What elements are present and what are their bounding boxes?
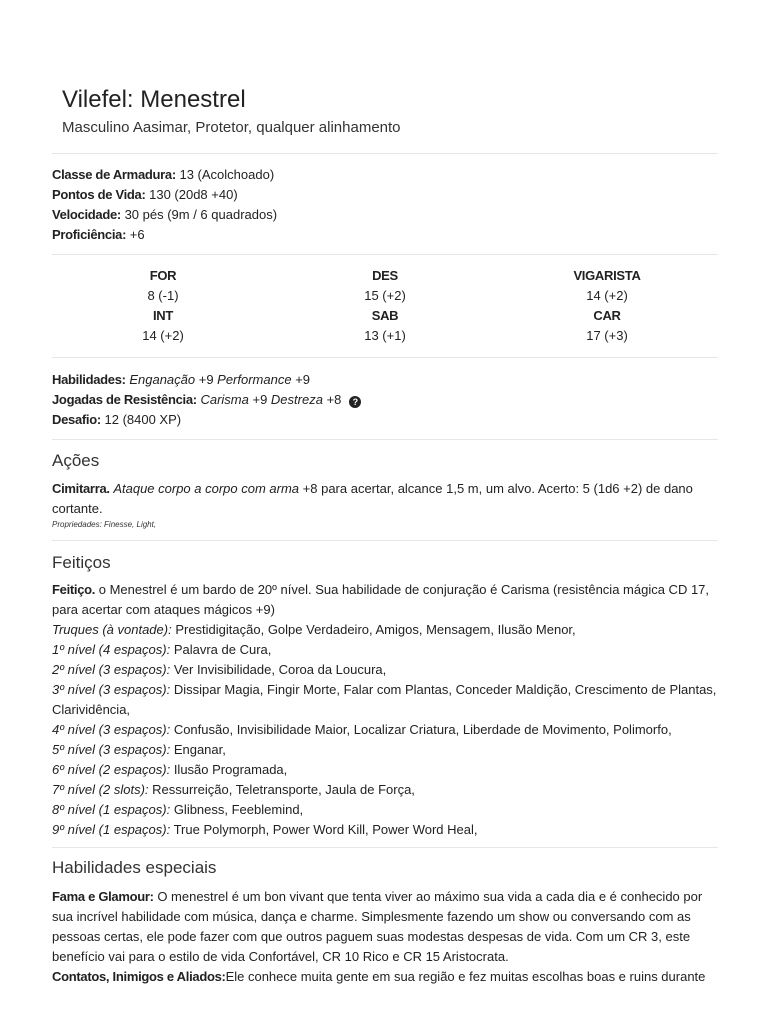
ability-score: 8 (-1) bbox=[147, 288, 179, 303]
ability-text-cont: sua incrível habilidade com música, dança e charme. Simplesmente fazendo um show ou conversando com as bbox=[52, 909, 691, 924]
ability-name: CAR bbox=[593, 308, 621, 323]
action-name: Cimitarra. bbox=[52, 481, 110, 496]
skill-name: Enganação bbox=[129, 372, 196, 387]
skill-value: +9 bbox=[195, 372, 218, 387]
speed-label: Velocidade: bbox=[52, 207, 121, 222]
spell-level-label: 9º nível (1 espaços): bbox=[52, 822, 171, 837]
ability-text-cont: pessoas certas, ele pode fazer com que outros paguem suas modestas despesas de vida. Com um CR 3, este bbox=[52, 929, 691, 944]
action-properties: Propriedades: Finesse, Light, bbox=[52, 520, 157, 529]
spell-level-label: 4º nível (3 espaços): bbox=[52, 722, 171, 737]
proficiency-label: Proficiência: bbox=[52, 227, 127, 242]
spells-block bbox=[52, 580, 718, 840]
spell-level-label: 1º nível (4 espaços): bbox=[52, 642, 171, 657]
armor-class-value: 13 (Acolchoado) bbox=[175, 167, 275, 182]
skills-block bbox=[52, 370, 718, 430]
skills-label: Habilidades: bbox=[52, 372, 126, 387]
spell-list: Palavra de Cura, bbox=[170, 642, 272, 657]
spell-level-label: 8º nível (1 espaços): bbox=[52, 802, 171, 817]
divider bbox=[52, 357, 718, 358]
spell-level-label: 6º nível (2 espaços): bbox=[52, 762, 171, 777]
ability-scores bbox=[52, 266, 718, 346]
spell-list: Ilusão Programada, bbox=[170, 762, 288, 777]
skill-name: Performance bbox=[217, 372, 292, 387]
divider bbox=[52, 540, 718, 541]
challenge-label: Desafio: bbox=[52, 412, 101, 427]
action-text-cont: cortante. bbox=[52, 501, 103, 516]
basic-stats bbox=[52, 165, 718, 245]
page-subtitle: Masculino Aasimar, Protetor, qualquer alinhamento bbox=[62, 119, 401, 136]
special-abilities-heading: Habilidades especiais bbox=[52, 858, 217, 877]
spell-level-label: Truques (à vontade): bbox=[52, 622, 172, 637]
actions-heading: Ações bbox=[52, 451, 100, 470]
spell-list: Prestidigitação, Golpe Verdadeiro, Amigos, Mensagem, Ilusão Menor, bbox=[171, 622, 576, 637]
spell-list: Enganar, bbox=[170, 742, 226, 757]
spell-list: Ver Invisibilidade, Coroa da Loucura, bbox=[170, 662, 387, 677]
page-title: Vilefel: Menestrel bbox=[62, 86, 246, 113]
spellcasting-intro-cont: para acertar com ataques mágicos +9) bbox=[52, 602, 275, 617]
save-value: +8 bbox=[322, 392, 342, 407]
ability-title: Contatos, Inimigos e Aliados: bbox=[52, 969, 226, 984]
divider bbox=[52, 847, 718, 848]
question-circle-icon[interactable]: ? bbox=[349, 396, 361, 408]
spellcasting-name: Feitiço. bbox=[52, 582, 96, 597]
ability-name: FOR bbox=[149, 268, 177, 283]
spell-list: Dissipar Magia, Fingir Morte, Falar com Plantas, Conceder Maldição, Crescimento de Plantas, bbox=[170, 682, 717, 697]
ability-text: O menestrel é um bon vivant que tenta viver ao máximo sua vida a cada dia e é conhecido por bbox=[153, 889, 703, 904]
actions-block bbox=[52, 479, 718, 531]
save-name: Destreza bbox=[270, 392, 323, 407]
spells-heading: Feitiços bbox=[52, 553, 111, 572]
challenge-value: 12 (8400 XP) bbox=[100, 412, 182, 427]
action-text: +8 para acertar, alcance 1,5 m, um alvo. Acerto: 5 (1d6 +2) de dano bbox=[299, 481, 693, 496]
spell-list: Ressurreição, Teletransporte, Jaula de Força, bbox=[148, 782, 415, 797]
ability-name: VIGARISTA bbox=[573, 268, 641, 283]
ability-score: 13 (+1) bbox=[364, 328, 406, 343]
save-value: +9 bbox=[248, 392, 271, 407]
divider bbox=[52, 439, 718, 440]
spell-list-cont: Clarividência, bbox=[52, 702, 131, 717]
attack-type: Ataque corpo a corpo com arma bbox=[113, 481, 300, 496]
ability-score: 14 (+2) bbox=[586, 288, 628, 303]
special-abilities-block bbox=[52, 887, 718, 987]
divider bbox=[52, 153, 718, 154]
spellcasting-intro: o Menestrel é um bardo de 20º nível. Sua habilidade de conjuração é Carisma (resistência mágica CD 17, bbox=[95, 582, 710, 597]
spell-level-label: 7º nível (2 slots): bbox=[52, 782, 149, 797]
spell-level-label: 5º nível (3 espaços): bbox=[52, 742, 171, 757]
divider bbox=[52, 254, 718, 255]
ability-text-cont: benefício vai para o estilo de vida Confortável, CR 10 Rico e CR 15 Aristocrata. bbox=[52, 949, 509, 964]
ability-score: 15 (+2) bbox=[364, 288, 406, 303]
armor-class-label: Classe de Armadura: bbox=[52, 167, 176, 182]
spell-list: Glibness, Feeblemind, bbox=[170, 802, 304, 817]
ability-name: SAB bbox=[371, 308, 399, 323]
ability-score: 17 (+3) bbox=[586, 328, 628, 343]
ability-name: DES bbox=[372, 268, 398, 283]
save-name: Carisma bbox=[200, 392, 249, 407]
spell-list: Confusão, Invisibilidade Maior, Localizar Criatura, Liberdade de Movimento, Polimorfo, bbox=[170, 722, 672, 737]
ability-text: Ele conhece muita gente em sua região e fez muitas escolhas boas e ruins durante bbox=[225, 969, 706, 984]
saving-throws-label: Jogadas de Resistência: bbox=[52, 392, 197, 407]
ability-name: INT bbox=[152, 308, 174, 323]
spell-level-label: 2º nível (3 espaços): bbox=[52, 662, 171, 677]
spell-list: True Polymorph, Power Word Kill, Power Word Heal, bbox=[170, 822, 478, 837]
statblock-header bbox=[62, 84, 401, 138]
ability-title: Fama e Glamour: bbox=[52, 889, 154, 904]
hit-points-value: 130 (20d8 +40) bbox=[145, 187, 238, 202]
ability-score: 14 (+2) bbox=[142, 328, 184, 343]
speed-value: 30 pés (9m / 6 quadrados) bbox=[120, 207, 278, 222]
skill-value: +9 bbox=[291, 372, 311, 387]
hit-points-label: Pontos de Vida: bbox=[52, 187, 146, 202]
spell-level-label: 3º nível (3 espaços): bbox=[52, 682, 171, 697]
proficiency-value: +6 bbox=[126, 227, 145, 242]
